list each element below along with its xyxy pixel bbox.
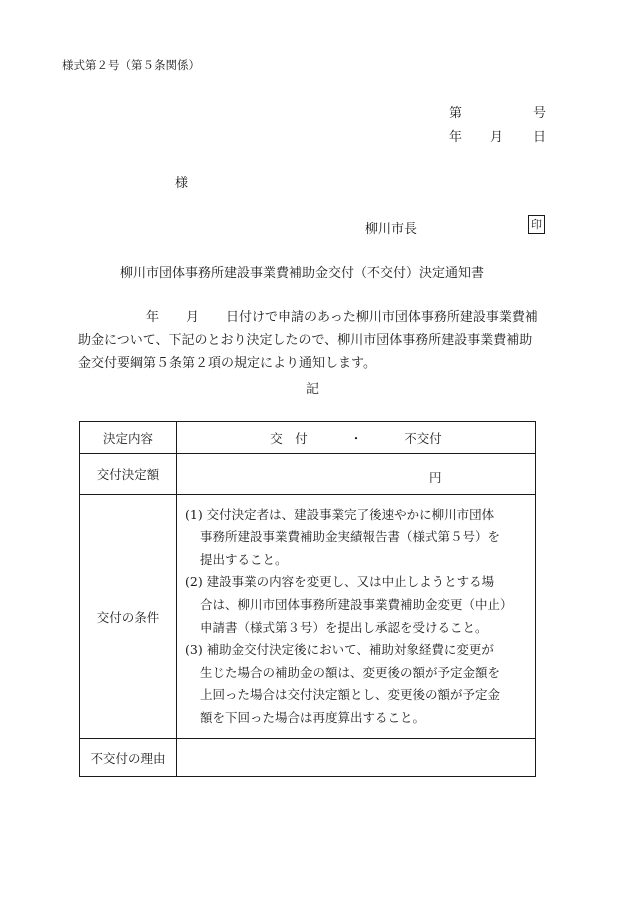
date-year-label: 年 (449, 130, 463, 145)
decision-label: 決定内容 (80, 422, 177, 454)
condition-2-line-1: (2) 建設事業の内容を変更し、又は中止しようとする場 (185, 574, 495, 590)
document-number-suffix: 号 (533, 106, 547, 121)
amount-value (177, 454, 536, 495)
condition-3-line-1: (3) 補助金交付決定後において、補助対象経費に変更が (185, 642, 494, 658)
body-year-label: 年 (146, 310, 160, 325)
decision-option-no-grant: 不交付 (404, 430, 442, 446)
condition-2-line-3: 申請書（様式第３号）を提出し承認を受けること。 (200, 619, 488, 635)
seal-stamp: 印 (528, 215, 545, 234)
table-row-conditions (80, 495, 536, 739)
condition-1-line-2: 事務所建設事業費補助金実績報告書（様式第５号）を (200, 529, 501, 545)
decision-value (177, 422, 536, 454)
condition-3-line-3: 上回った場合は交付決定額とし、変更後の額が予定金 (200, 687, 501, 703)
decision-separator: ・ (349, 430, 363, 446)
body-month-label: 月 (186, 310, 200, 325)
reason-label: 不交付の理由 (80, 739, 177, 777)
body-line-2: 助金について、下記のとおり決定したので、柳川市団体事務所建設事業費補助 (78, 333, 533, 348)
condition-item-1 (185, 504, 527, 572)
body-line-3: 金交付要綱第５条第２項の規定により通知します。 (78, 356, 376, 371)
condition-1-line-3: 提出すること。 (200, 551, 288, 567)
date-day-label: 日 (533, 130, 547, 145)
table-row-reason (80, 739, 536, 777)
sender-name: 柳川市長 (365, 222, 418, 237)
condition-item-3 (185, 639, 527, 729)
recipient-honorific: 様 (175, 176, 189, 191)
conditions-list (177, 498, 535, 736)
document-title: 柳川市団体事務所建設事業費補助金交付（不交付）決定通知書 (120, 266, 485, 281)
body-line-1-rest: 日付けで申請のあった柳川市団体事務所建設事業費補 (226, 310, 538, 325)
table-row-decision (80, 422, 536, 454)
condition-2-line-2: 合は、柳川市団体事務所建設事業費補助金変更（中止） (200, 596, 513, 612)
notice-body (78, 306, 538, 375)
condition-item-2 (185, 571, 527, 639)
form-number-label: 様式第２号（第５条関係） (62, 58, 200, 72)
date-month-label: 月 (490, 130, 504, 145)
condition-3-line-2: 生じた場合の補助金の額は、変更後の額が予定金額を (200, 664, 501, 680)
document-number-prefix: 第 (449, 106, 463, 121)
reason-value (177, 739, 536, 777)
body-line-1 (78, 306, 538, 329)
condition-1-line-1: (1) 交付決定者は、建設事業完了後速やかに柳川市団体 (185, 506, 495, 522)
conditions-label: 交付の条件 (80, 495, 177, 739)
ki-heading: 記 (306, 382, 320, 397)
decision-table (79, 421, 536, 777)
yen-unit: 円 (429, 470, 442, 485)
condition-3-line-4: 額を下回った場合は再度算出すること。 (200, 709, 426, 725)
conditions-value (177, 495, 536, 739)
table-row-amount (80, 454, 536, 495)
decision-option-grant: 交 付 (270, 430, 308, 446)
amount-label: 交付決定額 (80, 454, 177, 495)
